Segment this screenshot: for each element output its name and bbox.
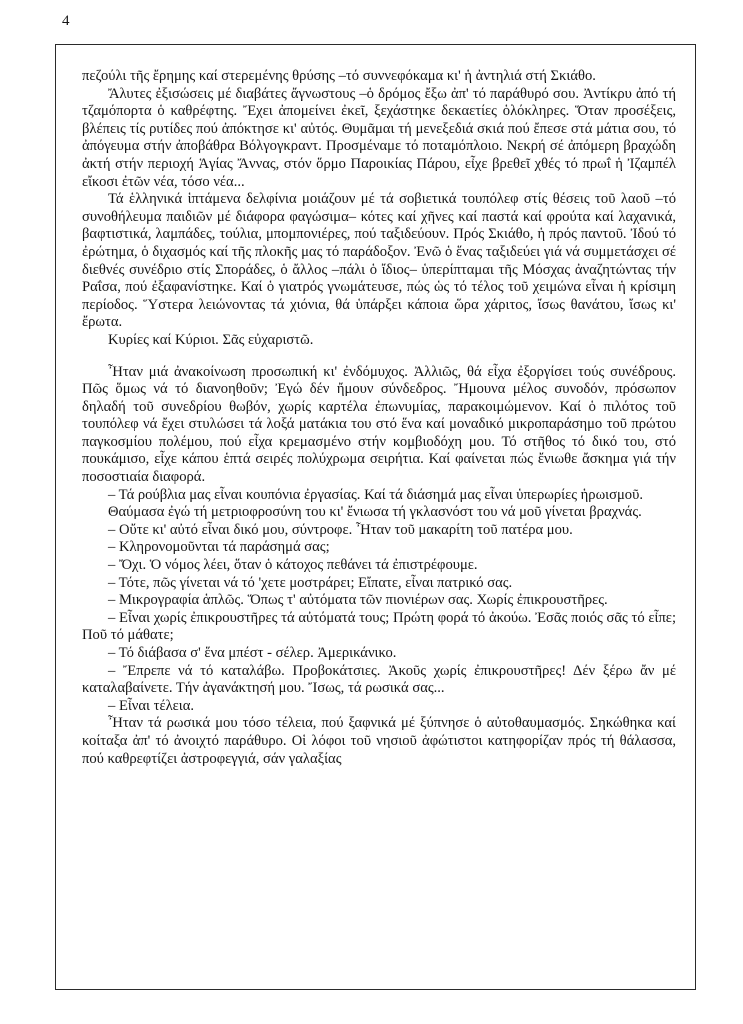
paragraph: Κυρίες καί Κύριοι. Σᾶς εὐχαριστῶ. (108, 331, 314, 348)
paragraph: Ἄλυτες ἐξισώσεις μέ διαβάτες ἄγνωστους –ὁ δρόμος ἔξω ἀπ' τό παράθυρό σου. Ἀντίκρυ ἀπό τή τζαμόπορτα ὁ καθρέφτης. Ἔχει ἀπομείνει ἐκεῖ, ξεχάστηκε δεκαετίες ὁλόκληρες. Ὅταν προσέξεις, βλέπεις τίς ρυτίδες πού ἀπόκτησε κι' αὐτός. Θυμᾶμαι τή μενεξεδιά σκιά πού ἔπεσε στά μάτια σου, τό ἀπόγευμα στήν ἀποβάθρα Βόλγογκραντ. Προσμέναμε τό ποταμόπλοιο. Νεκρή σέ ἀπόμερη βραχώδη ἀκτή στήν περιοχή Ἁγίας Ἄννας, στόν ὅρμο Παροικίας Πάρου, εἶχε βρεθεῖ χθές τό πρωΐ ἡ Ἰζαμπέλ εἴκοσι ἐτῶν νέα, τόσο νέα... (82, 85, 676, 190)
dialog-line: – Κληρονομοῦνται τά παράσημά σας; (108, 539, 330, 556)
paragraph: Θαύμασα ἐγώ τή μετριοφροσύνη του κι' ἔνιωσα τή γκλασνόστ του νά μοῦ γίνεται βραχνάς. (108, 504, 642, 521)
dialog-line: – Τότε, πῶς γίνεται νά τό 'χετε μοστράρει; Εἴπατε, εἶναι πατρικό σας. (108, 574, 513, 591)
paragraph: Ἦταν μιά ἀνακοίνωση προσωπική κι' ἐνδόμυχος. Ἀλλιῶς, θά εἶχα ἐξοργίσει τούς συνέδρους. Πῶς ὅμως νά τό διανοηθοῦν; Ἐγώ δέν ἤμουν σύνδεδρος. Ἤμουνα μέλος συνοδόν, πρόσωπον δηλαδή τοῦ συνεδρίου θωβόν, χωρίς καρτέλα ἐπωνυμίας, παρακοιμώμενον. Καί ὁ πιλότος τοῦ τουπόλεφ νά ἔχει στυλώσει τά λοξά ματάκια του στό ἕνα καί μοναδικό μικροπαράσημο τοῦ πρώτου παγκοσμίου πολέμου, πού εἶχα κρεμασμένο στήν κομβιοδόχη μου. Τό στῆθος τό δικό του, στό πουκάμισο, εἶχε κάπου ἑπτά σειρές πολύχρωμα σειρήτια. Καί φαίνεται πώς ἔνιωθε ἄσκημα γιά τήν ποσοστιαία διαφορά. (82, 363, 676, 486)
page-number: 4 (62, 13, 70, 29)
paragraph: Ἦταν τά ρωσικά μου τόσο τέλεια, πού ξαφνικά μέ ξύπνησε ὁ αὐτοθαυμασμός. Σηκώθηκα καί κοίταξα ἀπ' τό ἀνοιχτό παράθυρο. Οἱ λόφοι τοῦ νησιοῦ ἀφώτιστοι κατηφορίζαν πρός τή θάλασσα, πού καθρεφτίζει ἀστροφεγγιά, σάν γαλαξίας (82, 715, 676, 767)
dialog-line: – Εἶναι χωρίς ἐπικρουστῆρες τά αὐτόματά τους; Πρώτη φορά τό ἀκούω. Ἐσᾶς ποιός σᾶς τό εἶπε; Ποῦ τό μάθατε; (82, 609, 676, 644)
paragraph: Τά ἑλληνικά ἱπτάμενα δελφίνια μοιάζουν μέ τά σοβιετικά τουπόλεφ στίς θέσεις τοῦ λαοῦ –τό συνοθήλευμα παιδιῶν μέ διάφορα φαγώσιμα– κότες καί χῆνες καί παστά καί φρούτα καί λαχανικά, βαφτιστικά, λαμπάδες, τούλια, μπομπονιέρες, πού ταξιδεύουν. Πρός Σκιάθο, ἡ πρός παντοῦ. Ἰδού τό ἐρώτημα, ὁ διχασμός καί τῆς πλοκῆς μας τό παράδοξον. Ἐνῶ ὁ ἕνας ταξιδεύει γιά νά συμμετάσχει σέ διεθνές συνέδριο στίς Σποράδες, ὁ ἄλλος –πάλι ὁ ἴδιος– ὑπερίπταμαι τῆς Μόσχας ἀναζητώντας τήν Ραΐσα, πού ἐξαφανίστηκε. Καί ὁ γιατρός γνωμάτευσε, πώς ὡς τό τέλος τοῦ χειμώνα εἶναι ἡ κρίσιμη περίοδος. Ὕστερα λειώνοντας τά χιόνια, θά ὑπάρξει κάποια ὥρα χάριτος, ἴσως θανάτου, ἴσως κι' ἔρωτα. (82, 191, 676, 331)
dialog-line: – Ἔπρεπε νά τό καταλάβω. Προβοκάτσιες. Ἀκοῦς χωρίς ἐπικρουστῆρες! Δέν ξέρω ἄν μέ καταλαβαίνετε. Τήν ἀγανάκτησή μου. Ἴσως, τά ρωσικά σας... (82, 662, 676, 697)
dialog-line: – Μικρογραφία ἁπλῶς. Ὅπως τ' αὐτόματα τῶν πιονιέρων σας. Χωρίς ἐπικρουστῆρες. (108, 592, 608, 609)
dialog-line: – Τό διάβασα σ' ἕνα μπέστ - σέλερ. Ἀμερικάνικο. (108, 645, 397, 661)
dialog-line: – Οὔτε κι' αὐτό εἶναι δικό μου, σύντροφε. Ἦταν τοῦ μακαρίτη τοῦ πατέρα μου. (108, 521, 573, 538)
dialog-line: – Ὄχι. Ὁ νόμος λέει, ὅταν ὁ κάτοχος πεθάνει τά ἐπιστρέφουμε. (108, 557, 478, 574)
paragraph: πεζούλι τῆς ἔρημης καί στερεμένης θρύσης –τό συννεφόκαμα κι' ἡ ἀντηλιά στή Σκιάθο. (82, 68, 596, 84)
dialog-line: – Τά ρούβλια μας εἶναι κουπόνια ἐργασίας. Καί τά διάσημά μας εἶναι ὑπερωρίες ἡρωισμοῦ. (108, 486, 643, 503)
text-body (82, 68, 676, 768)
dialog-line: – Εἶναι τέλεια. (108, 697, 195, 714)
